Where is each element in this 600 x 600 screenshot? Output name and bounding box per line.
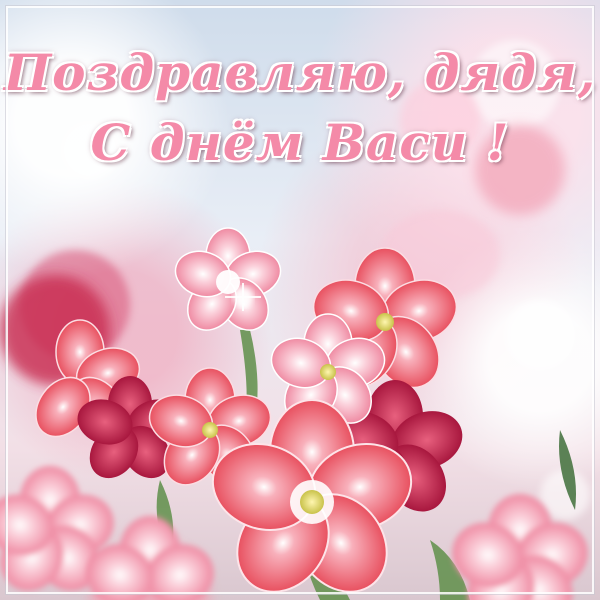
greeting-text [0,38,600,178]
flower-pink-top [170,228,287,340]
flower-pink-bottom-right [444,494,596,600]
greeting-line-1: Поздравляю, дядя, [3,43,597,102]
greeting-line-2: С днём Васи ! [90,113,510,172]
